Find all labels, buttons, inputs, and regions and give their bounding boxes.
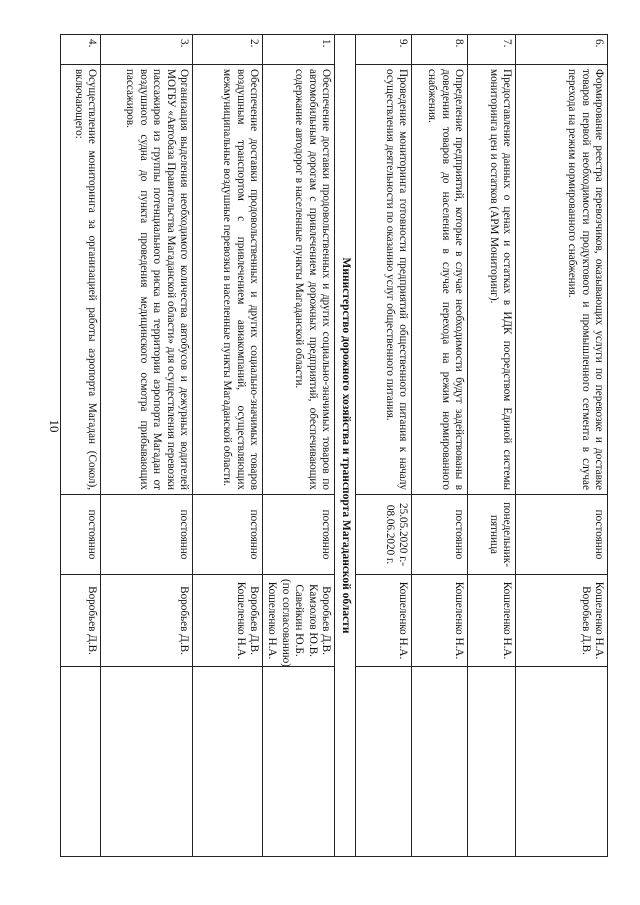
responsible-name: Савейкин Ю.Б. bbox=[293, 584, 306, 657]
row-number: 3. bbox=[101, 35, 193, 65]
row-extra-cell bbox=[193, 667, 263, 857]
row-responsible bbox=[101, 575, 193, 667]
row-extra-cell bbox=[356, 667, 412, 857]
table-row bbox=[101, 35, 193, 857]
page-number: 10 bbox=[47, 419, 62, 433]
row-number: 1. bbox=[263, 35, 335, 65]
row-responsible bbox=[263, 575, 335, 667]
row-number: 7. bbox=[468, 35, 516, 65]
row-number: 6. bbox=[516, 35, 608, 65]
row-term: понедельник-пятница bbox=[468, 495, 516, 575]
row-text: Предоставление данных о ценах и остатках в ИДК посредством Единой системы мониторинга цен и остатков (АРМ Мониторинг). bbox=[468, 65, 516, 495]
row-text: Осуществление мониторинга за организацией работы аэропорта Магадан (Сокол), включающего: bbox=[61, 65, 101, 495]
responsible-name: (по согласованию) bbox=[279, 579, 292, 667]
responsible-name: Воробьев Д.В. bbox=[248, 586, 261, 655]
row-term: постоянно bbox=[61, 495, 101, 575]
responsible-name: Кошеленко Н.А. bbox=[266, 581, 279, 660]
table-row bbox=[263, 35, 335, 857]
row-responsible bbox=[356, 575, 412, 667]
row-number: 8. bbox=[412, 35, 468, 65]
table-row bbox=[356, 35, 412, 857]
table-row bbox=[516, 35, 608, 857]
row-text: Организация выделения необходимого количества автобусов и дежурных водителей МОГБУ «Автобаза Правительства Магаданской области» для осуществления перевозки пассажиров из группы потенциального риска на территории аэропорта Магадан от воздушного судна до пункта проведения медицинского осмотра прибывающих пассажиров. bbox=[101, 65, 193, 495]
row-number: 9. bbox=[356, 35, 412, 65]
row-text: Обеспечение доставки продовольственных и других социально-значимых товаров воздушным транспортом с привлечением авиакомпаний, осуществляющих межмуниципальные воздушные перевозки в населенные пункты Магаданской области. bbox=[193, 65, 263, 495]
responsible-name: Кошеленко Н.А. bbox=[453, 581, 465, 660]
row-number: 2. bbox=[193, 35, 263, 65]
row-extra-cell bbox=[101, 667, 193, 857]
row-extra-cell bbox=[61, 667, 101, 857]
row-responsible bbox=[61, 575, 101, 667]
row-responsible bbox=[412, 575, 468, 667]
responsible-name: Кошеленко Н.А. bbox=[593, 581, 605, 660]
table-row bbox=[412, 35, 468, 857]
table-row bbox=[468, 35, 516, 857]
row-text: Обеспечение доставки продовольственных и других социально-значимых товаров по автомобильным дорогам с привлечением дорожных предприятий, обеспечивающих содержание автодорог в населенные пункты Магаданской области. bbox=[263, 65, 335, 495]
responsible-name: Воробьев Д.В. bbox=[86, 586, 99, 655]
measures-table bbox=[60, 34, 608, 857]
row-term: постоянно bbox=[516, 495, 608, 575]
table-row bbox=[193, 35, 263, 857]
section-title: Министерство дорожного хозяйства и транспорта Магаданской области bbox=[335, 35, 356, 857]
section-row bbox=[335, 35, 356, 857]
row-term: постоянно bbox=[101, 495, 193, 575]
row-extra-cell bbox=[412, 667, 468, 857]
table-row bbox=[61, 35, 101, 857]
row-number: 4. bbox=[61, 35, 101, 65]
row-text: Формирование реестра перевозчиков, оказывающих услуги по перевозке и доставке товаров первой необходимости продуктового и промышленного сегмента в случае перехода на режим нормированного снабжения. bbox=[516, 65, 608, 495]
table-wrapper bbox=[70, 34, 608, 856]
row-term: постоянно bbox=[412, 495, 468, 575]
responsible-name: Воробьев Д.В. bbox=[579, 586, 592, 655]
row-text: Определение предприятий, которые в случае необходимости будут задействованы в доведении товаров до населения в случае перехода на режим нормированного снабжения. bbox=[412, 65, 468, 495]
row-extra-cell bbox=[516, 667, 608, 857]
rotated-page bbox=[70, 34, 608, 856]
responsible-name: Кошеленко Н.А. bbox=[234, 581, 247, 660]
row-term: постоянно bbox=[263, 495, 335, 575]
table-body bbox=[61, 35, 608, 857]
row-extra-cell bbox=[468, 667, 516, 857]
row-extra-cell bbox=[263, 667, 335, 857]
row-responsible bbox=[516, 575, 608, 667]
responsible-name: Воробьев Д.В. bbox=[178, 586, 191, 655]
responsible-name: Воробьев Д.В. bbox=[320, 586, 333, 655]
row-text: Проведение мониторинга готовности предприятий общественного питания к началу осуществления деятельности по оказанию услуг общественного питания. bbox=[356, 65, 412, 495]
responsible-name: Кошеленко Н.А. bbox=[397, 581, 409, 660]
row-term: 25.05.2020 г.- 08.06.2020 г. bbox=[356, 495, 412, 575]
responsible-name: Камзолов Ю.В. bbox=[306, 584, 319, 657]
row-responsible bbox=[468, 575, 516, 667]
row-responsible bbox=[193, 575, 263, 667]
responsible-name: Кошеленко Н.А. bbox=[501, 581, 513, 660]
row-term: постоянно bbox=[193, 495, 263, 575]
